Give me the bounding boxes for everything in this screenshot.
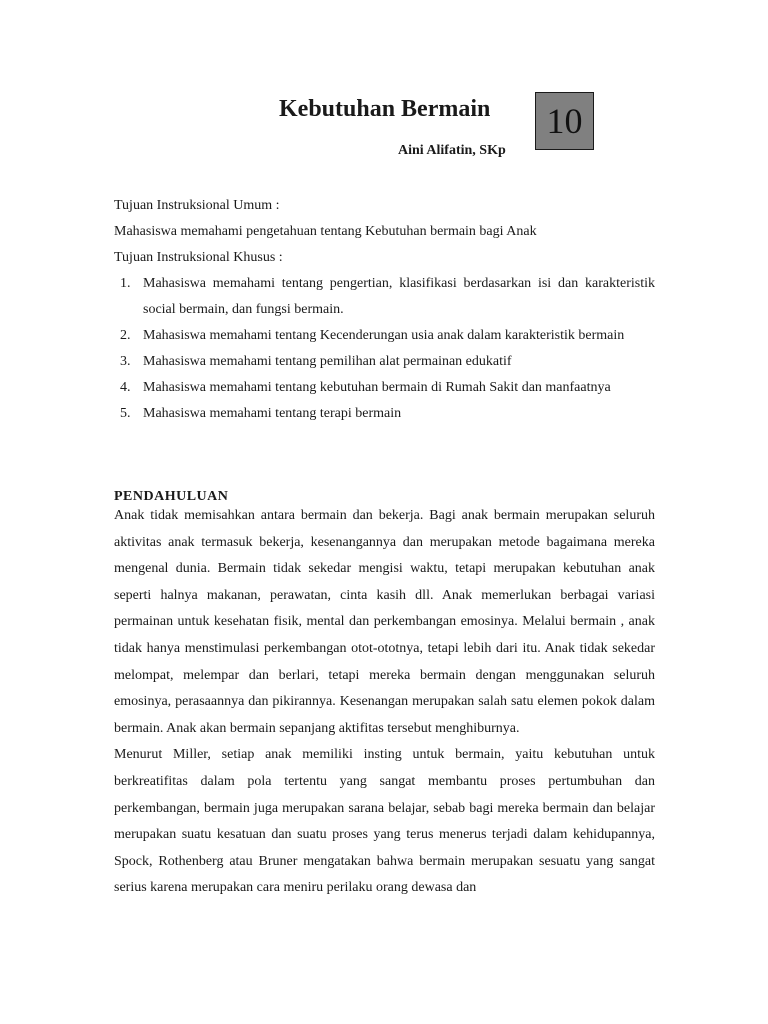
list-item-text: Mahasiswa memahami tentang terapi bermain xyxy=(143,406,402,421)
document-title: Kebutuhan Bermain xyxy=(279,96,491,122)
specific-objectives-list xyxy=(114,271,655,427)
list-item-text: Mahasiswa memahami tentang pengertian, klasifikasi berdasarkan isi dan karakteristik social bermain, dan fungsi bermain. xyxy=(143,276,655,317)
section-heading: PENDAHULUAN xyxy=(114,489,229,504)
list-item-number: 1. xyxy=(120,276,131,291)
list-item-text: Mahasiswa memahami tentang Kecenderungan usia anak dalam karakteristik bermain xyxy=(143,328,625,343)
objectives-section xyxy=(114,193,655,427)
list-item-number: 5. xyxy=(120,406,131,421)
list-item-number: 4. xyxy=(120,380,131,395)
chapter-number-badge xyxy=(535,92,594,150)
general-objective-label: Tujuan Instruksional Umum : xyxy=(114,198,280,213)
chapter-number: 10 xyxy=(546,101,583,141)
paragraph: Anak tidak memisahkan antara bermain dan bekerja. Bagi anak bermain merupakan seluruh aktivitas anak termasuk bekerja, kesenangannya dan merupakan metode bagaimana mereka mengenal dunia. Bermain tidak sekedar mengisi waktu, tetapi merupakan kebutuhan anak seperti halnya makanan, perawatan, cinta kasih dll. Anak memerlukan berbagai variasi permainan untuk kesehatan fisik, mental dan perkembangan emosinya. Melalui bermain , anak tidak hanya menstimulasi perkembangan otot-ototnya, tetapi lebih dari itu. Anak tidak sekedar melompat, melempar dan berlari, tetapi mereka bermain dengan menggunakan seluruh emosinya, perasaannya dan pikirannya. Kesenangan merupakan salah satu elemen pokok dalam bermain. Anak akan bermain sepanjang aktifitas tersebut menghiburnya. xyxy=(114,508,655,736)
list-item xyxy=(114,375,655,401)
author-name: Aini Alifatin, SKp xyxy=(398,143,506,158)
section-body xyxy=(114,503,655,902)
specific-objective-label: Tujuan Instruksional Khusus : xyxy=(114,250,283,265)
list-item-text: Mahasiswa memahami tentang kebutuhan bermain di Rumah Sakit dan manfaatnya xyxy=(143,380,611,395)
list-item-number: 2. xyxy=(120,328,131,343)
list-item xyxy=(114,349,655,375)
paragraph: Menurut Miller, setiap anak memiliki insting untuk bermain, yaitu kebutuhan untuk berkreatifitas dalam pola tertentu yang sangat membantu proses pertumbuhan dan perkembangan, bermain juga merupakan sarana belajar, sebab bagi mereka bermain dan belajar merupakan suatu kesatuan dan suatu proses yang terus menerus terjadi dalam kehidupannya, Spock, Rothenberg atau Bruner mengatakan bahwa bermain merupakan sesuatu yang sangat serius karena merupakan cara meniru perilaku orang dewasa dan xyxy=(114,747,655,896)
list-item xyxy=(114,271,655,323)
general-objective-text: Mahasiswa memahami pengetahuan tentang Kebutuhan bermain bagi Anak xyxy=(114,224,537,239)
list-item-number: 3. xyxy=(120,354,131,369)
list-item xyxy=(114,401,655,427)
list-item xyxy=(114,323,655,349)
list-item-text: Mahasiswa memahami tentang pemilihan alat permainan edukatif xyxy=(143,354,512,369)
